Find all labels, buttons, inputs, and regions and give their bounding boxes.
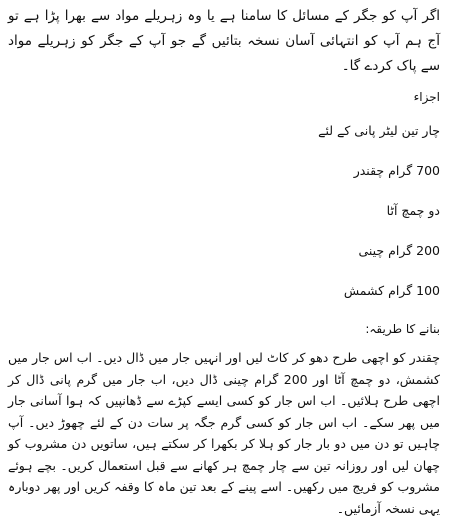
ingredient-item: 200 گرام چینی (358, 243, 440, 258)
method-title: بنانے کا طریقہ: (365, 322, 440, 336)
ingredient-item: چار تین لیٹر پانی کے لئے (318, 123, 440, 138)
ingredients-title: اجزاء (413, 90, 440, 104)
ingredient-item: دو چمچ آٹا (386, 203, 440, 218)
ingredients-list (8, 123, 440, 299)
ingredient-item: 100 گرام کشمش (343, 283, 440, 298)
article-intro: اگر آپ کو جگر کے مسائل کا سامنا ہے یا وہ زہریلے مواد سے بھرا پڑا ہے تو آج ہم آپ کو انتہائی آسان نسخہ بتائیں گے جو آپ کے جگر کو زہریلے مواد سے پاک کردے گا۔ (8, 8, 440, 74)
ingredient-item: 700 گرام چقندر (353, 163, 440, 178)
method-text: چقندر کو اچھی طرح دھو کر کاٹ لیں اور انہیں جار میں ڈال دیں۔ اب اس جار میں کشمش، دو چمچ آٹا اور 200 گرام چینی ڈال دیں، اب جار میں گرم پانی ڈال کر اچھی طرح ہلائیں۔ اب اس جار کو کسی ایسے کپڑے سے ڈھانپیں کہ ہوا آسانی جار میں پھر سکے۔ اب اس جار کو کسی گرم جگہ پر سات دن کے لئے چھوڑ دیں۔ آپ چاہیں تو دن میں دو بار جار کو ہلا کر بکھرا کر سکتے ہیں، ساتویں دن مشروب کو چھان لیں اور روزانہ تین سے چار چمچ ہر کھانے سے قبل استعمال کریں۔ بچے ہوئے مشروب کو فریج میں رکھیں۔ اسے پینے کے بعد تین ماہ کا وقفہ کریں اور پھر دوبارہ یہی نسخہ آزمائیں۔ (8, 350, 440, 516)
